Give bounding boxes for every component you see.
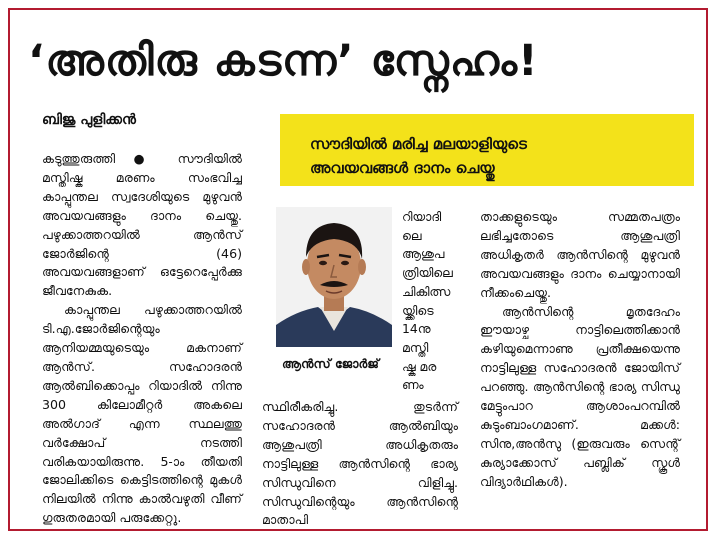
column-2-para: സ്ഥിരീകരിച്ചു. തുടർന്ന് സഹോദരൻ ആൽബിയും ആശുപത്രി അധികൃതരും നാട്ടിലുള്ള ആൻസിന്റെ ഭാര്യ സിന്ധുവിനെ വിളിച്ചു. സിന്ധുവിന്റെയും ആൻസിന്റെ മാതാപി xyxy=(262,399,458,528)
column-2-line: ത്രിയിലെ xyxy=(402,265,453,281)
deck-box xyxy=(280,114,694,186)
column-2-wide xyxy=(262,398,458,530)
column-1-para-2: കാപ്പുന്തല പഴുക്കാത്തറയിൽ ടി.എ.ജോർജിന്റെയും ആനിയമ്മയുടെയും മകനാണ് ആൻസ്. സഹോദരൻ ആൽബിക്കൊപ്പം റിയാദിൽ നിന്നു 300 കിലോമീറ്റർ അകലെ അൽഗാദ് എന്ന സ്ഥലത്തു വർക്ഷോപ് നടത്തി വരികയായിരുന്നു. 5-ാം തീയതി ജോലിക്കിടെ കെട്ടിടത്തിന്റെ മുകൾ നിലയിൽ നിന്നു കാൽവഴുതി വീണ് ഗുരുതരമായി പരുക്കേറ്റു. xyxy=(42,302,242,526)
column-2-line: 14നു xyxy=(402,321,431,337)
byline: ബിജു പുളിക്കൻ xyxy=(42,112,136,128)
column-1 xyxy=(42,150,242,528)
column-2-line: ആശുപ xyxy=(402,246,445,262)
column-3 xyxy=(480,208,680,492)
column-3-para-2: ആൻസിന്റെ മൃതദേഹം ഈയാഴ്ച നാട്ടിലെത്തിക്കാൻ കഴിയുമെന്നാണു പ്രതീക്ഷയെന്നു നാട്ടിലുള്ള സഹോദരൻ ജോയിസ് പറഞ്ഞു. ആൻസിന്റെ ഭാര്യ സിന്ധു മേട്ടുംപാറ ആശാംപറമ്പിൽ കുടുംബാംഗമാണ്. മക്കൾ: സിനു,അൻസു (ഇരുവരും സെന്റ് കുര്യാക്കോസ് പബ്ലിക് സ്കൂൾ വിദ്യാർഥികൾ). xyxy=(480,303,680,489)
column-2-line: ലെ xyxy=(402,227,422,243)
deck-line-2: അവയവങ്ങൾ ദാനം ചെയ്തു xyxy=(310,159,495,177)
column-2-line: ഷ്ക മര xyxy=(402,358,437,374)
column-3-para-1: താക്കളുടെയും സമ്മതപത്രം ലഭിച്ചതോടെ ആശുപത്രി അധികൃതർ ആൻസിന്റെ മുഴുവൻ അവയവങ്ങളും ദാനം ചെയ്യാനായി നീക്കംചെയ്തു. xyxy=(480,209,680,300)
deck-line-1: സൗദിയിൽ മരിച്ച മലയാളിയുടെ xyxy=(310,135,527,153)
column-1-para-1: കടുത്തുരുത്തി ● സൗദിയിൽ മസ്തിഷ്ക മരണം സംഭവിച്ച കാപ്പുന്തല സ്വദേശിയുടെ മുഴുവൻ അവയവങ്ങളും ദാനം ചെയ്തു. പഴുക്കാത്തറയിൽ ആൻസ് ജോർജിന്റെ (46) അവയവങ്ങളാണ് ഒട്ടേറെപ്പേർക്കു ജീവനേകുക. xyxy=(42,151,242,299)
column-2-line: ണം xyxy=(402,377,424,393)
portrait-image xyxy=(276,207,392,347)
column-2-line: യ്ക്കിടെ xyxy=(402,302,434,318)
column-2-line: ചികിത്സ xyxy=(402,283,451,299)
photo-caption: ആൻസ് ജോർജ് xyxy=(282,356,379,371)
column-2-line: മസ്തി xyxy=(402,339,429,355)
column-2-line: റിയാദി xyxy=(402,209,442,224)
column-2-narrow xyxy=(402,208,458,395)
portrait-photo xyxy=(276,207,392,347)
headline: ‘അതിരു കടന്ന’ സ്നേഹം! xyxy=(28,36,539,86)
